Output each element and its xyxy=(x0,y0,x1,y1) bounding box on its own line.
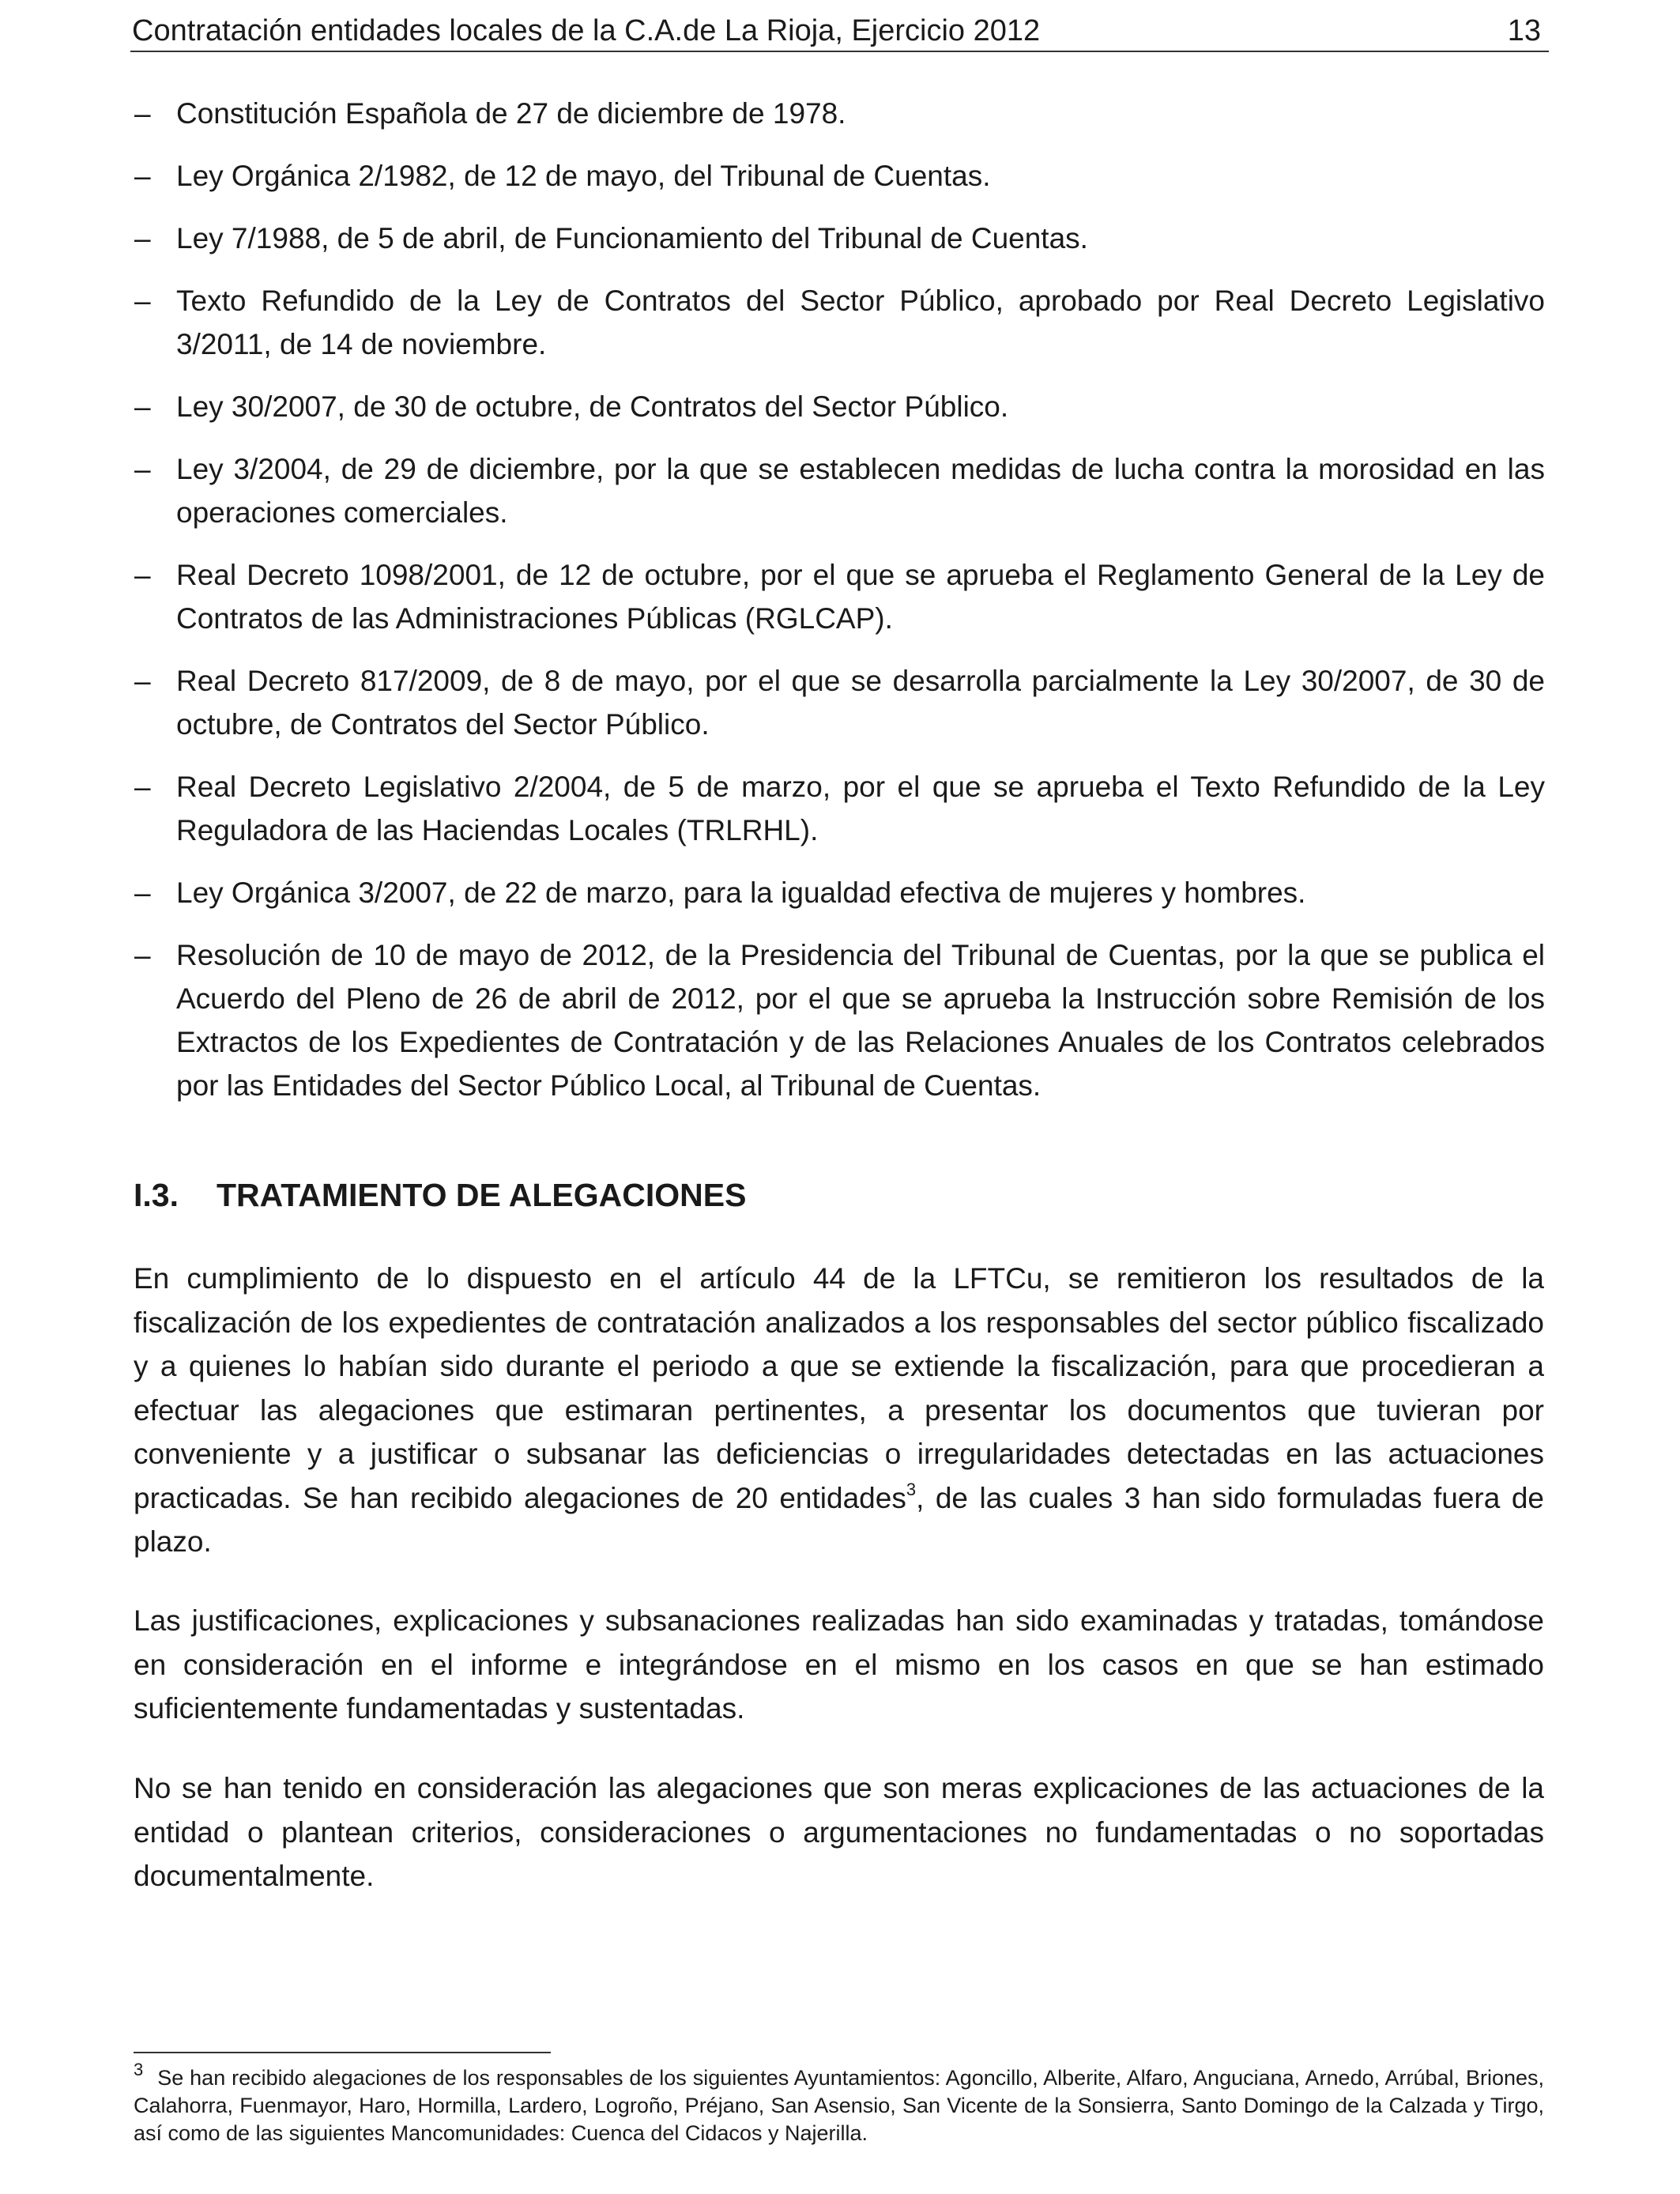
list-item-text: Ley 30/2007, de 30 de octubre, de Contratos del Sector Público. xyxy=(176,390,1009,423)
list-item-text: Ley 3/2004, de 29 de diciembre, por la que se establecen medidas de lucha contra la morosidad en las operaciones comerciales. xyxy=(176,453,1545,529)
header-title: Contratación entidades locales de la C.A.de La Rioja, Ejercicio 2012 xyxy=(132,14,1041,47)
dash-bullet: – xyxy=(134,665,151,697)
list-item xyxy=(130,92,1545,135)
dash-bullet: – xyxy=(134,771,151,803)
dash-bullet: – xyxy=(134,876,151,909)
list-item xyxy=(130,871,1545,914)
dash-bullet: – xyxy=(134,559,151,591)
page-number: 13 xyxy=(1507,14,1541,47)
paragraph-1 xyxy=(134,1257,1544,1564)
list-item xyxy=(130,447,1545,534)
list-item xyxy=(130,765,1545,852)
list-item-text: Texto Refundido de la Ley de Contratos del Sector Público, aprobado por Real Decreto Legislativo 3/2011, de 14 de noviembre. xyxy=(176,285,1545,360)
list-item xyxy=(130,279,1545,366)
list-item xyxy=(130,659,1545,746)
list-item-text: Ley 7/1988, de 5 de abril, de Funcionamiento del Tribunal de Cuentas. xyxy=(176,222,1088,254)
dash-bullet: – xyxy=(134,222,151,254)
dash-bullet: – xyxy=(134,160,151,192)
dash-bullet: – xyxy=(134,285,151,317)
list-item-text: Real Decreto 1098/2001, de 12 de octubre, por el que se aprueba el Reglamento General de la Ley de Contratos de las Administraciones Públicas (RGLCAP). xyxy=(176,559,1545,635)
paragraph-1-text-end: , de las cuales 3 han sido formuladas fuera de plazo. xyxy=(134,1481,1544,1558)
list-item-text: Real Decreto 817/2009, de 8 de mayo, por el que se desarrolla parcialmente la Ley 30/2007, de 30 de octubre, de Contratos del Sector Público. xyxy=(176,665,1545,741)
legislation-list xyxy=(130,92,1545,1126)
paragraph-3: No se han tenido en consideración las alegaciones que son meras explicaciones de las actuaciones de la entidad o plantean criterios, consideraciones o argumentaciones no fundamentadas o no soportadas documentalmente. xyxy=(134,1772,1544,1892)
footnote-text: Se han recibido alegaciones de los responsables de los siguientes Ayuntamientos: Agoncillo, Alberite, Alfaro, Anguciana, Arnedo, Arrúbal, Briones, Calahorra, Fuenmayor, Haro, Hormilla, Lardero, Logroño, Préjano, San Asensio, San Vicente de la Sonsierra, Santo Domingo de la Calzada y Tirgo, así como de las siguientes Mancomunidades: Cuenca del Cidacos y Najerilla. xyxy=(134,2066,1544,2145)
dash-bullet: – xyxy=(134,97,151,130)
list-item-text: Ley Orgánica 2/1982, de 12 de mayo, del Tribunal de Cuentas. xyxy=(176,160,991,192)
dash-bullet: – xyxy=(134,453,151,485)
paragraph-2: Las justificaciones, explicaciones y subsanaciones realizadas han sido examinadas y tratadas, tomándose en consideración en el informe e integrándose en el mismo en los casos en que se han estimado suficientemente fundamentadas y sustentadas. xyxy=(134,1604,1544,1725)
footnote-mark: 3 xyxy=(134,2060,144,2079)
page-header xyxy=(130,11,1549,52)
list-item xyxy=(130,154,1545,198)
section-heading xyxy=(134,1174,746,1217)
list-item xyxy=(130,217,1545,260)
list-item-text: Resolución de 10 de mayo de 2012, de la Presidencia del Tribunal de Cuentas, por la que se publica el Acuerdo del Pleno de 26 de abril de 2012, por el que se aprueba la Instrucción sobre Remisión de los Extractos de los Expedientes de Contratación y de las Relaciones Anuales de los Contratos celebrados por las Entidades del Sector Público Local, al Tribunal de Cuentas. xyxy=(176,939,1545,1102)
dash-bullet: – xyxy=(134,390,151,423)
footnote-reference[interactable]: 3 xyxy=(906,1479,917,1499)
list-item-text: Constitución Española de 27 de diciembre de 1978. xyxy=(176,97,846,130)
section-title: TRATAMIENTO DE ALEGACIONES xyxy=(217,1177,747,1213)
paragraph-1-text: En cumplimiento de lo dispuesto en el artículo 44 de la LFTCu, se remitieron los resultados de la fiscalización de los expedientes de contratación analizados a los responsables del sector público fiscalizado y a quienes lo habían sido durante el periodo a que se extiende la fiscalización, para que procedieran a efectuar las alegaciones que estimaran pertinentes, a presentar los documentos que tuvieran por conveniente y a justificar o subsanar las deficiencias o irregularidades detectadas en las actuaciones practicadas. Se han recibido alegaciones de 20 entidades xyxy=(134,1262,1544,1514)
footnote xyxy=(134,2060,1544,2147)
list-item-text: Ley Orgánica 3/2007, de 22 de marzo, para la igualdad efectiva de mujeres y hombres. xyxy=(176,876,1306,909)
section-number: I.3. xyxy=(134,1177,179,1213)
list-item xyxy=(130,385,1545,428)
list-item xyxy=(130,933,1545,1107)
footnote-divider xyxy=(134,2052,551,2053)
list-item xyxy=(130,553,1545,640)
list-item-text: Real Decreto Legislativo 2/2004, de 5 de marzo, por el que se aprueba el Texto Refundido de la Ley Reguladora de las Haciendas Locales (TRLRHL). xyxy=(176,771,1545,846)
dash-bullet: – xyxy=(134,939,151,971)
